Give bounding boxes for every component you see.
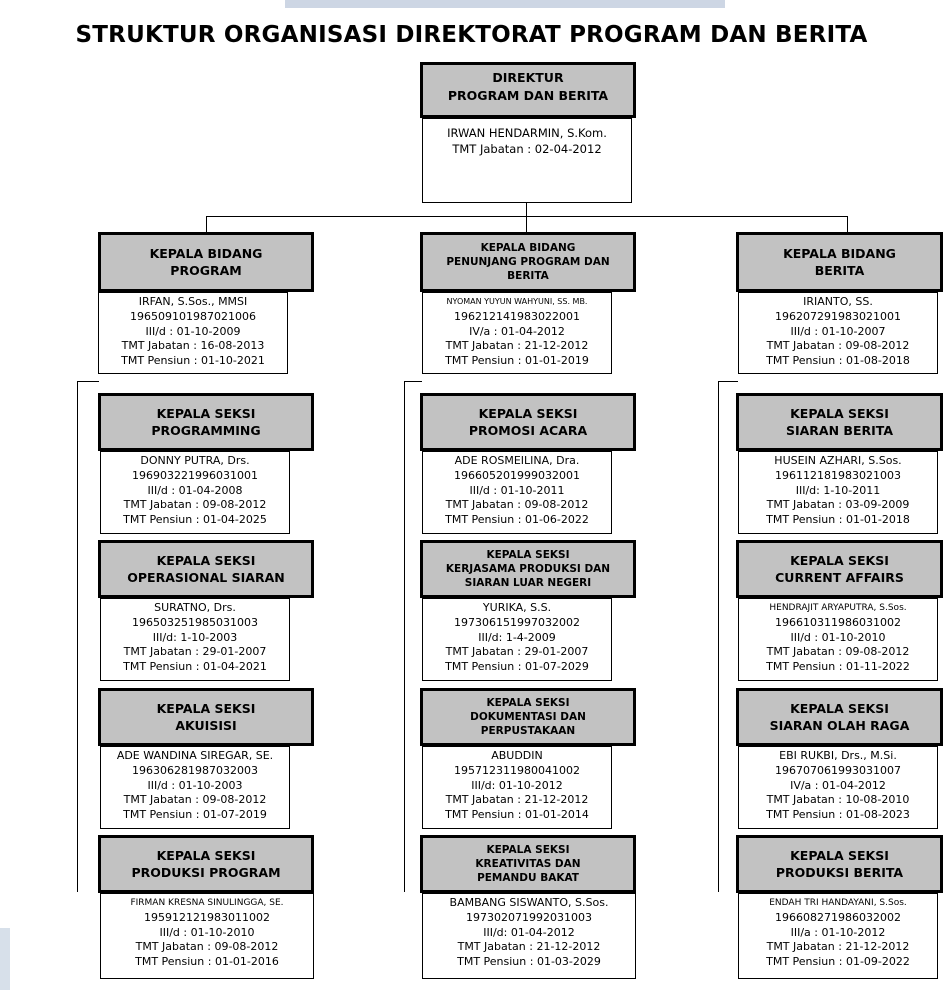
info-line: TMT Jabatan : 09-08-2012 <box>445 498 589 512</box>
section-info <box>738 598 938 681</box>
header-line: AKUISISI <box>175 718 237 733</box>
info-line: III/d : 01-10-2010 <box>159 925 255 939</box>
info-line: HUSEIN AZHARI, S.Sos. <box>774 454 902 467</box>
header-line: KEPALA SEKSI <box>486 549 570 561</box>
head-header <box>736 232 943 292</box>
section-info <box>100 893 314 979</box>
header-line: BERITA <box>814 263 865 278</box>
info-line: FIRMAN KRESNA SINULINGGA, SE. <box>130 898 284 908</box>
director-header <box>420 62 636 118</box>
info-line: TMT Jabatan : 02-04-2012 <box>452 142 602 156</box>
header-line: PROMOSI ACARA <box>468 423 588 438</box>
header-line: PROGRAM <box>170 263 242 278</box>
info-line: NYOMAN YUYUN WAHYUNI, SS. MB. <box>446 297 588 306</box>
section-header <box>736 688 943 746</box>
section-header <box>98 688 314 746</box>
section-header <box>420 688 636 746</box>
section-info <box>422 598 612 681</box>
info-line: TMT Pensiun : 01-10-2021 <box>121 354 265 368</box>
header-line: PERPUSTAKAAN <box>480 725 576 737</box>
info-line: 196610311986031002 <box>775 615 901 629</box>
info-line: III/d : 01-10-2009 <box>145 324 241 338</box>
info-line: TMT Pensiun : 01-01-2018 <box>766 513 910 527</box>
section-header <box>98 835 314 893</box>
info-line: ABUDDIN <box>491 749 543 762</box>
header-line: KEPALA SEKSI <box>790 406 889 421</box>
connector-line <box>206 216 848 217</box>
header-line: OPERASIONAL SIARAN <box>127 570 285 585</box>
info-line: 196306281987032003 <box>132 763 258 777</box>
info-line: 196112181983021003 <box>775 468 901 482</box>
info-line: TMT Pensiun : 01-11-2022 <box>766 660 910 674</box>
header-line: BERITA <box>507 270 549 282</box>
header-line: PRODUKSI PROGRAM <box>131 865 281 880</box>
info-line: III/d: 1-10-2011 <box>795 483 881 497</box>
section-header <box>736 540 943 598</box>
info-line: ADE WANDINA SIREGAR, SE. <box>116 749 274 762</box>
info-line: TMT Jabatan : 09-08-2012 <box>766 339 910 353</box>
info-line: ADE ROSMEILINA, Dra. <box>454 454 580 467</box>
section-header <box>420 540 636 598</box>
section-info <box>422 746 612 829</box>
info-line: 195912121983011002 <box>144 910 270 924</box>
info-line: 196207291983021001 <box>775 309 901 323</box>
info-line: III/d: 01-04-2012 <box>483 925 575 939</box>
info-line: TMT Jabatan : 21-12-2012 <box>457 940 601 954</box>
connector-line <box>847 216 848 232</box>
connector-line <box>404 381 422 382</box>
side-decoration <box>0 928 10 990</box>
info-line: TMT Pensiun : 01-01-2019 <box>445 354 589 368</box>
connector-line <box>77 381 78 892</box>
info-line: IRFAN, S.Sos., MMSI <box>138 295 248 308</box>
connector-line <box>718 381 719 892</box>
info-line: III/a : 01-10-2012 <box>790 925 886 939</box>
info-line: III/d : 01-10-2011 <box>469 483 565 497</box>
info-line: IV/a : 01-04-2012 <box>790 778 886 792</box>
header-line: KEPALA BIDANG <box>783 246 896 261</box>
info-line: IRWAN HENDARMIN, S.Kom. <box>447 126 607 140</box>
section-info <box>422 893 636 979</box>
info-line: HENDRAJIT ARYAPUTRA, S.Sos. <box>769 603 907 613</box>
info-line: TMT Jabatan : 21-12-2012 <box>766 940 910 954</box>
info-line: TMT Pensiun : 01-01-2016 <box>135 955 279 969</box>
info-line: 196707061993031007 <box>775 763 901 777</box>
info-line: TMT Jabatan : 03-09-2009 <box>766 498 910 512</box>
section-header <box>736 835 943 893</box>
head-header <box>420 232 636 292</box>
info-line: DONNY PUTRA, Drs. <box>140 454 250 467</box>
info-line: IV/a : 01-04-2012 <box>469 324 565 338</box>
header-line: KEPALA SEKSI <box>156 701 256 716</box>
info-line: TMT Jabatan : 29-01-2007 <box>123 645 267 659</box>
info-line: TMT Jabatan : 21-12-2012 <box>445 339 589 353</box>
info-line: III/d : 01-10-2007 <box>790 324 886 338</box>
section-info <box>738 451 938 534</box>
info-line: TMT Pensiun : 01-04-2025 <box>123 513 267 527</box>
info-line: III/d: 01-10-2012 <box>471 778 563 792</box>
director-info <box>422 118 632 203</box>
top-decoration-strip <box>285 0 725 8</box>
info-line: ENDAH TRI HANDAYANI, S.Sos. <box>769 898 907 908</box>
info-line: IRIANTO, SS. <box>803 295 873 308</box>
header-line: KEPALA SEKSI <box>156 848 256 863</box>
section-header <box>98 540 314 598</box>
info-line: TMT Pensiun : 01-03-2029 <box>457 955 601 969</box>
info-line: TMT Jabatan : 09-08-2012 <box>123 793 267 807</box>
info-line: III/d : 01-10-2010 <box>790 630 886 644</box>
info-line: 196903221996031001 <box>132 468 258 482</box>
info-line: TMT Pensiun : 01-08-2018 <box>766 354 910 368</box>
header-line: KERJASAMA PRODUKSI DAN <box>445 563 611 575</box>
header-line: KEPALA SEKSI <box>156 553 256 568</box>
header-line: CURRENT AFFAIRS <box>775 570 904 585</box>
info-line: 196503251985031003 <box>132 615 258 629</box>
header-line: SIARAN LUAR NEGERI <box>464 577 592 589</box>
section-header <box>420 393 636 451</box>
head-info <box>738 292 938 374</box>
info-line: YURIKA, S.S. <box>482 601 552 614</box>
info-line: TMT Pensiun : 01-09-2022 <box>766 955 910 969</box>
connector-line <box>526 203 527 217</box>
header-line: PRODUKSI BERITA <box>775 865 904 880</box>
header-line: KEPALA SEKSI <box>478 406 578 421</box>
info-line: TMT Jabatan : 16-08-2013 <box>121 339 265 353</box>
info-line: III/d: 1-4-2009 <box>478 630 556 644</box>
section-info <box>738 893 938 979</box>
info-line: TMT Pensiun : 01-07-2019 <box>123 808 267 822</box>
header-line: KEPALA BIDANG <box>149 246 263 261</box>
info-line: EBI RUKBI, Drs., M.Si. <box>779 749 897 762</box>
header-line: KEPALA SEKSI <box>156 406 256 421</box>
info-line: TMT Jabatan : 10-08-2010 <box>766 793 910 807</box>
info-line: 197306151997032002 <box>454 615 580 629</box>
section-info <box>100 598 290 681</box>
info-line: III/d : 01-04-2008 <box>147 483 243 497</box>
info-line: TMT Jabatan : 09-08-2012 <box>123 498 267 512</box>
connector-line <box>206 216 207 232</box>
section-info <box>100 451 290 534</box>
info-line: 196605201999032001 <box>454 468 580 482</box>
info-line: TMT Pensiun : 01-07-2029 <box>445 660 589 674</box>
connector-line <box>526 216 527 232</box>
info-line: 196509101987021006 <box>130 309 256 323</box>
header-line: DIREKTUR <box>492 70 564 85</box>
info-line: TMT Pensiun : 01-01-2014 <box>445 808 589 822</box>
header-line: KEPALA SEKSI <box>790 553 889 568</box>
section-header <box>420 835 636 893</box>
info-line: TMT Pensiun : 01-06-2022 <box>445 513 589 527</box>
connector-line <box>718 381 738 382</box>
header-line: PEMANDU BAKAT <box>477 872 579 884</box>
header-line: KEPALA SEKSI <box>790 848 889 863</box>
info-line: TMT Pensiun : 01-08-2023 <box>766 808 910 822</box>
info-line: 196212141983022001 <box>454 309 580 323</box>
section-info <box>422 451 612 534</box>
head-info <box>422 292 612 374</box>
header-line: KEPALA BIDANG <box>480 242 576 254</box>
info-line: TMT Jabatan : 21-12-2012 <box>445 793 589 807</box>
page-title: STRUKTUR ORGANISASI DIREKTORAT PROGRAM DAN BERITA <box>75 22 868 48</box>
header-line: DOKUMENTASI DAN <box>470 711 586 723</box>
header-line: KEPALA SEKSI <box>790 701 889 716</box>
info-line: TMT Jabatan : 29-01-2007 <box>445 645 589 659</box>
header-line: PENUNJANG PROGRAM DAN <box>446 256 610 268</box>
section-info <box>100 746 290 829</box>
header-line: KEPALA SEKSI <box>486 844 570 856</box>
head-header <box>98 232 314 292</box>
header-line: SIARAN BERITA <box>785 423 893 438</box>
head-info <box>98 292 288 374</box>
connector-line <box>77 381 99 382</box>
section-info <box>738 746 938 829</box>
info-line: 196608271986032002 <box>775 910 901 924</box>
header-line: KREATIVITAS DAN <box>475 858 581 870</box>
info-line: III/d : 01-10-2003 <box>147 778 243 792</box>
connector-line <box>404 381 405 892</box>
info-line: III/d: 1-10-2003 <box>152 630 238 644</box>
header-line: SIARAN OLAH RAGA <box>769 718 910 733</box>
header-line: PROGRAM DAN BERITA <box>447 88 609 103</box>
info-line: TMT Jabatan : 09-08-2012 <box>135 940 279 954</box>
info-line: BAMBANG SISWANTO, S.Sos. <box>449 896 609 909</box>
info-line: 195712311980041002 <box>454 763 580 777</box>
section-header <box>736 393 943 451</box>
info-line: TMT Pensiun : 01-04-2021 <box>123 660 267 674</box>
info-line: SURATNO, Drs. <box>154 601 236 614</box>
info-line: 197302071992031003 <box>466 910 592 924</box>
info-line: TMT Jabatan : 09-08-2012 <box>766 645 910 659</box>
section-header <box>98 393 314 451</box>
header-line: KEPALA SEKSI <box>486 697 570 709</box>
header-line: PROGRAMMING <box>151 423 261 438</box>
